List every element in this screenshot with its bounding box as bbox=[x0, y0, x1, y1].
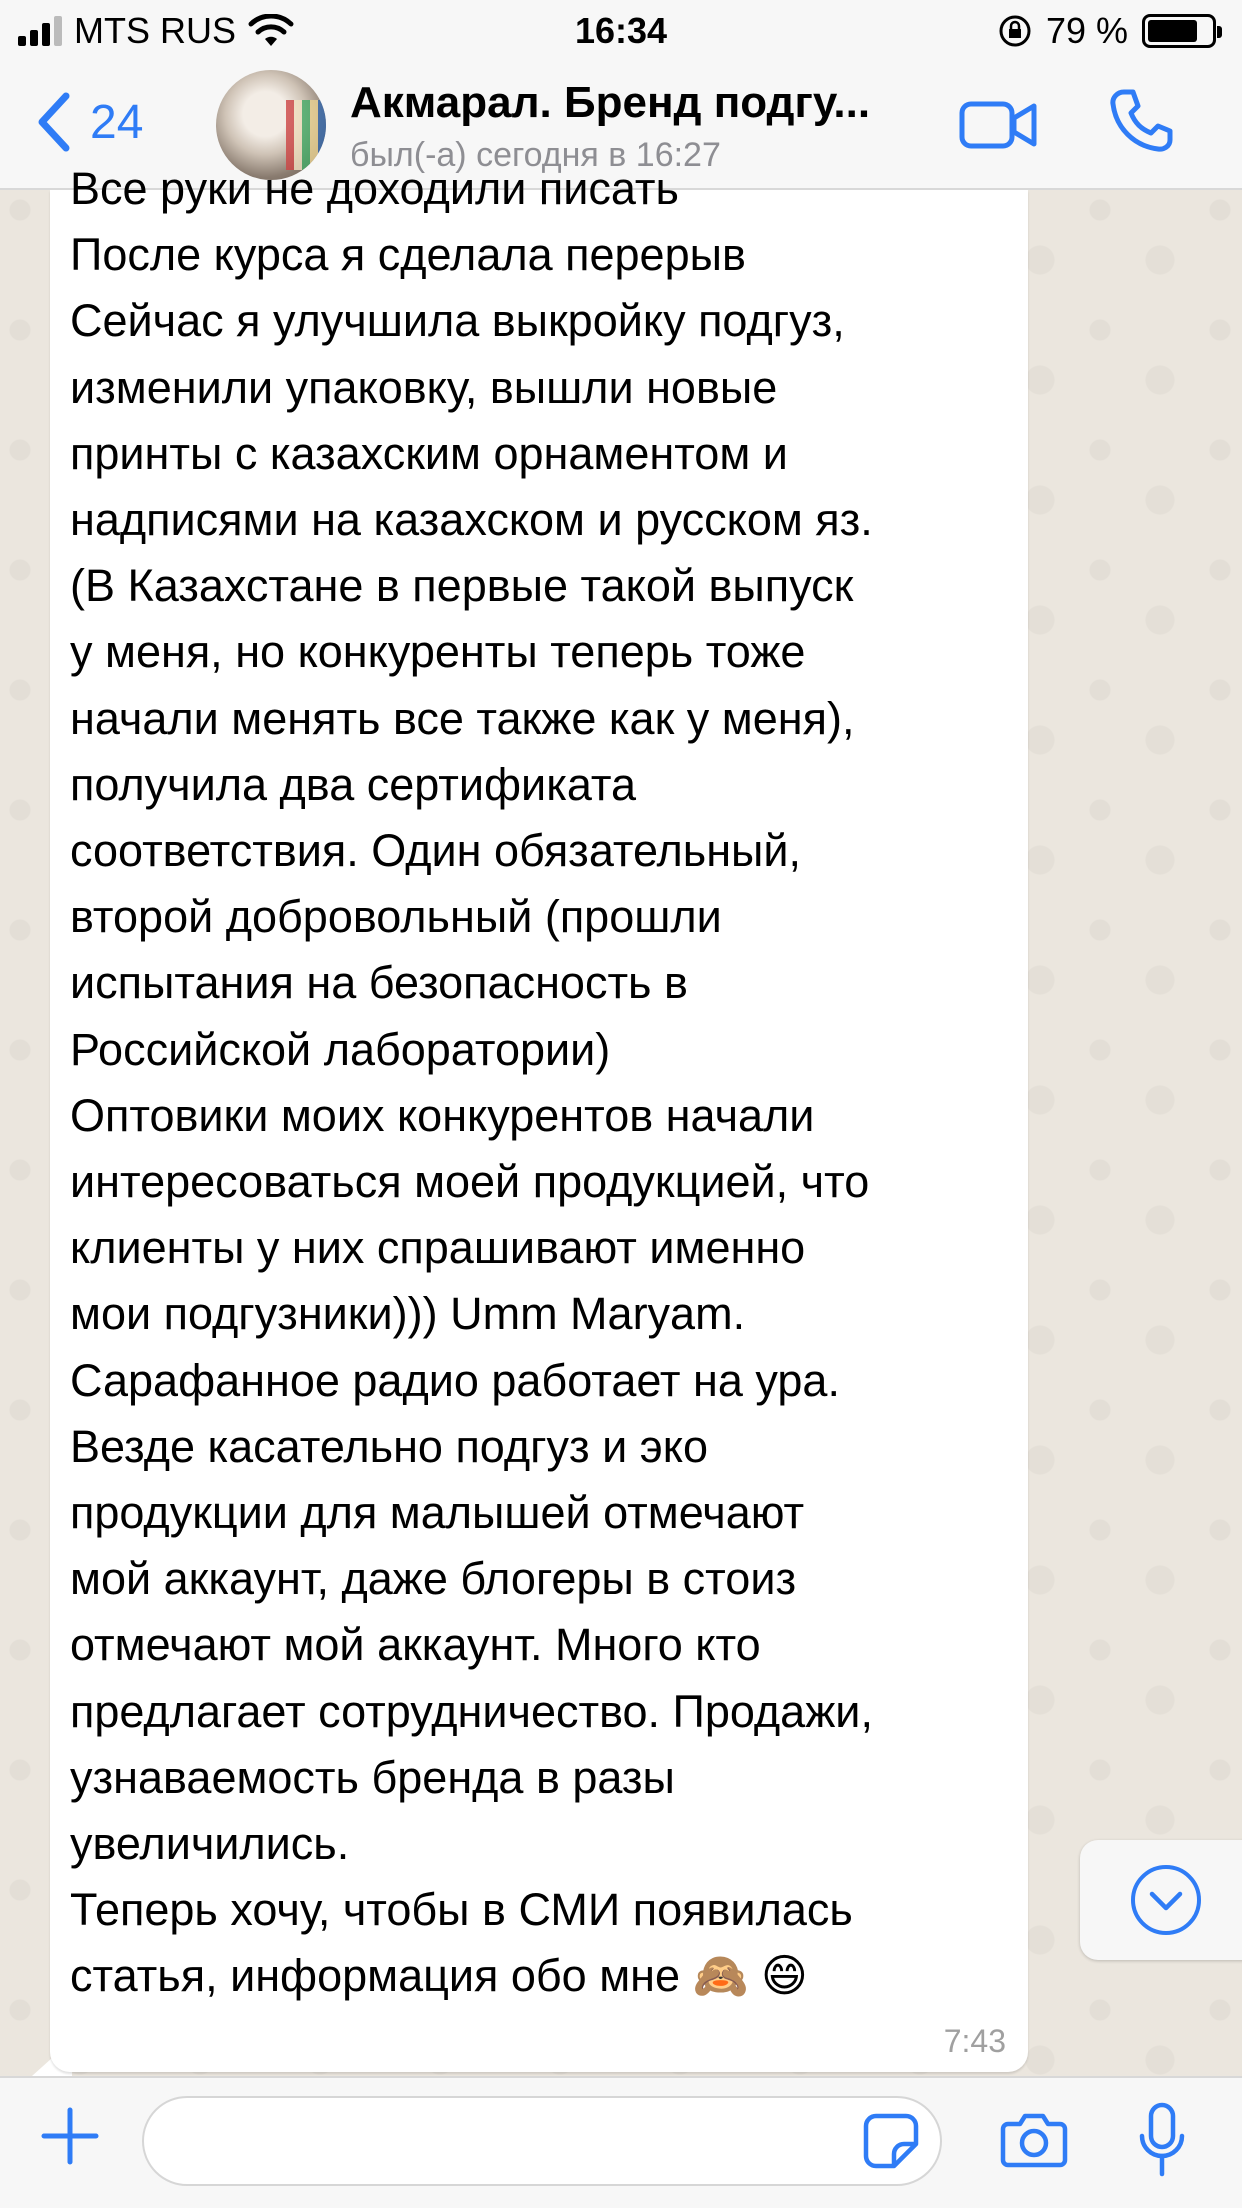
camera-icon[interactable] bbox=[1000, 2110, 1068, 2168]
status-time: 16:34 bbox=[574, 10, 668, 51]
back-chevron-icon bbox=[34, 90, 72, 154]
sticker-icon[interactable] bbox=[862, 2112, 920, 2170]
video-call-icon[interactable] bbox=[958, 94, 1038, 154]
back-button[interactable] bbox=[34, 90, 143, 154]
orientation-lock-icon bbox=[998, 14, 1032, 48]
microphone-icon[interactable] bbox=[1138, 2102, 1186, 2178]
battery-percent: 79 % bbox=[1045, 10, 1128, 51]
unread-count: 24 bbox=[90, 95, 144, 149]
carrier-name: MTS RUS bbox=[74, 10, 236, 51]
battery-icon bbox=[1142, 14, 1216, 48]
status-right bbox=[998, 10, 1216, 52]
last-seen-status: был(-а) сегодня в 16:27 bbox=[350, 136, 721, 174]
message-time: 7:43 bbox=[943, 2023, 1006, 2059]
scroll-to-bottom-button[interactable] bbox=[1080, 1840, 1242, 1960]
phone-icon[interactable] bbox=[1106, 86, 1176, 156]
chat-title[interactable]: Акмарал. Бренд подгу... bbox=[350, 78, 871, 127]
chevron-down-icon bbox=[1128, 1862, 1204, 1938]
message-text: Все руки не доходили писать После курса я сделала перерыв Сейчас я улучшила выкройку подгуз, изменили упаковку, вышли новые принты с казахским орнаментом и надписями на казахском и русском яз. (В Казахстане в первые такой выпуск у меня, но конкуренты теперь тоже начали менять все также как у меня), получила два сертификата соответствия. Один обязательный, второй добровольный (прошли испытания на безопасность в Российской лаборатории) Оптовики моих конкурентов начали интересоваться моей продукцией, что клиенты у них спрашивают именно мои подгузники))) Umm Maryam. Сарафанное радио работает на ура. Везде касательно подгуз и эко продукции для малышей отмечают мой аккаунт, даже блогеры в стоиз отмечают мой аккаунт. Много кто предлагает сотрудничество. Продажи, узнаваемость бренда в разы увеличились. Теперь хочу, чтобы в СМИ появилась статья, информация обо мне 🙈 😄 bbox=[70, 163, 873, 2002]
message-input[interactable] bbox=[142, 2096, 942, 2186]
status-bar bbox=[0, 0, 1242, 60]
input-bar bbox=[0, 2076, 1242, 2208]
plus-icon[interactable] bbox=[40, 2106, 100, 2166]
message-bubble[interactable] bbox=[50, 163, 1028, 2072]
